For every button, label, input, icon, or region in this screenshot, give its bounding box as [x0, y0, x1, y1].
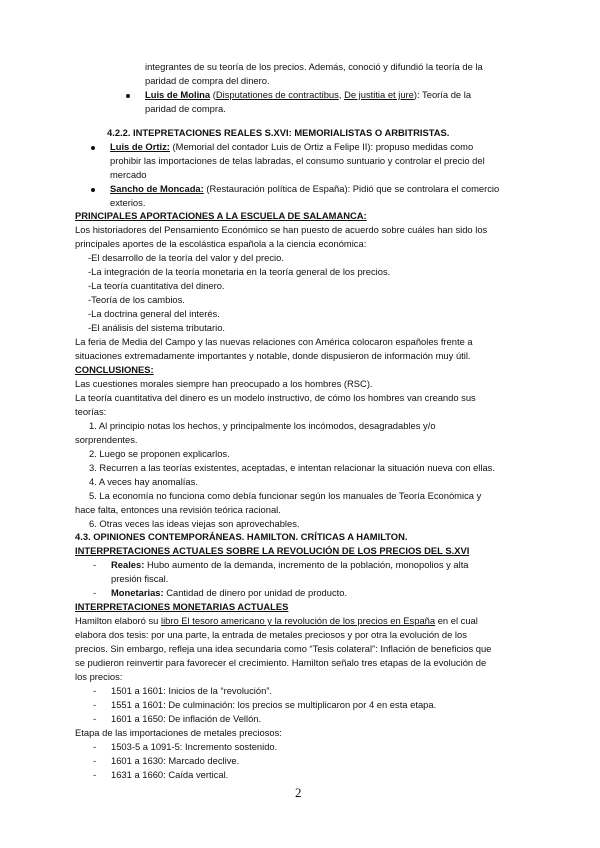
list-item: -El análisis del sistema tributario.: [88, 322, 226, 333]
list-item: 3. Recurren a las teorías existentes, aceptadas, e intentan relacionar la situación nueva con ellas.: [89, 462, 495, 473]
bullet-icon: [91, 146, 95, 150]
text-line: paridad de compra del dinero.: [145, 75, 270, 86]
text-line: Los historiadores del Pensamiento Económico se han puesto de acuerdo sobre cuáles han sido los: [75, 224, 488, 235]
text-line: principales aportes de la escolástica española a la ciencia económica:: [75, 238, 367, 249]
text-line: exterios.: [110, 197, 146, 208]
text-line: precios. Sin embargo, refleja una idea secundaria como “Tesis colateral”: Inflación de beneficios que: [75, 643, 492, 654]
text-fragment: (Restauración política de España): Pidió que se controlara el comercio: [203, 183, 500, 194]
section-heading: PRINCIPALES APORTACIONES A LA ESCUELA DE SALAMANCA:: [75, 210, 367, 221]
page-number: 2: [295, 785, 302, 800]
hamilton-line: [75, 615, 478, 627]
subsection-heading: INTERPRETACIONES MONETARIAS ACTUALES: [75, 601, 289, 612]
text-line: Etapa de las importaciones de metales preciosos:: [75, 727, 282, 738]
author-name: Sancho de Moncada:: [110, 183, 204, 194]
text-line: mercado: [110, 169, 147, 180]
list-item: 1601 a 1650: De inflación de Vellón.: [111, 713, 262, 724]
list-item: -Teoría de los cambios.: [88, 294, 185, 305]
moncada-entry: [110, 183, 499, 195]
text-fragment: en el cual: [435, 615, 478, 626]
text-fragment: Hubo aumento de la demanda, incremento de la población, monopolios y alta: [144, 559, 469, 570]
work-title: Disputationes de contractibus: [215, 89, 339, 100]
list-item: -El desarrollo de la teoría del valor y del precio.: [88, 252, 284, 263]
dash-bullet: -: [93, 699, 97, 710]
molina-entry: [145, 89, 471, 101]
list-item: 1503-5 a 1091-5: Incremento sostenido.: [111, 741, 278, 752]
text-line: se pudieron reinvertir para favorecer el crecimiento. Hamilton señalo tres etapas de la evolución de: [75, 657, 487, 668]
text-line: prohibir las importaciones de telas labradas, el consumo suntuario y controlar el precio del: [110, 155, 485, 166]
list-item: 4. A veces hay anomalías.: [89, 476, 198, 487]
book-title: libro El tesoro americano y la revolución de los precios en España: [160, 615, 436, 626]
work-title: De justitia et jure: [344, 89, 414, 100]
dash-bullet: -: [93, 587, 97, 598]
text-line: elabora dos tesis: por una parte, la entrada de metales preciosos y por otra la evolución de los: [75, 629, 467, 640]
list-item: 1551 a 1601: De culminación: los precios se multiplicaron por 4 en esta etapa.: [111, 699, 437, 710]
monetarias-entry: [111, 587, 347, 599]
author-name: Luis de Molina: [145, 89, 211, 100]
text-line: Las cuestiones morales siempre han preocupado a los hombres (RSC).: [75, 378, 373, 389]
bullet-icon: [91, 188, 95, 192]
dash-bullet: -: [93, 755, 97, 766]
dash-bullet: -: [93, 769, 97, 780]
text-line: los precios:: [75, 671, 123, 682]
list-item: 6. Otras veces las ideas viejas son aprovechables.: [89, 518, 300, 529]
list-item: -La doctrina general del interés.: [88, 308, 220, 319]
list-item: 1601 a 1630: Marcado declive.: [111, 755, 240, 766]
text-line: hace falta, entonces una revisión teórica racional.: [75, 504, 281, 515]
list-item: 1501 a 1601: Inicios de la “revolución”.: [111, 685, 273, 696]
list-item: -La integración de la teoría monetaria en la teoría general de los precios.: [88, 266, 391, 277]
text-line: La teoría cuantitativa del dinero es un modelo instructivo, de cómo los hombres van creando sus: [75, 392, 476, 403]
section-heading: 4.2.2. INTEPRETACIONES REALES S.XVI: MEMORIALISTAS O ARBITRISTAS.: [107, 127, 450, 138]
text-line: situaciones extremadamente importantes y notable, donde dispusieron de información muy útil.: [75, 350, 471, 361]
list-item: 2. Luego se proponen explicarlos.: [89, 448, 230, 459]
text-line: integrantes de su teoría de los precios. Además, conoció y difundió la teoría de la: [145, 61, 483, 72]
ortiz-entry: [110, 141, 473, 153]
text-fragment: (: [210, 89, 216, 100]
text-fragment: ): Teoría de la: [413, 89, 472, 100]
term-label: Monetarias:: [111, 587, 164, 598]
dash-bullet: -: [93, 559, 97, 570]
term-label: Reales:: [111, 559, 145, 570]
text-line: sorprendentes.: [75, 434, 138, 445]
text-fragment: ,: [338, 89, 345, 100]
dash-bullet: -: [93, 741, 97, 752]
section-heading: CONCLUSIONES:: [75, 364, 154, 375]
list-item: 1. Al principio notas los hechos, y principalmente los incómodos, desagradables y/o: [89, 420, 436, 431]
reales-entry: [111, 559, 469, 571]
text-fragment: (Memorial del contador Luis de Ortiz a Felipe II): propuso medidas como: [169, 141, 474, 152]
text-fragment: Cantidad de dinero por unidad de producto.: [163, 587, 348, 598]
list-item: 5. La economía no funciona como debía funcionar según los manuales de Teoría Económica y: [89, 490, 482, 501]
author-name: Luis de Ortiz:: [110, 141, 170, 152]
subsection-heading: INTERPRETACIONES ACTUALES SOBRE LA REVOLUCIÓN DE LOS PRECIOS DEL S.XVI: [75, 545, 470, 556]
list-item: -La teoría cuantitativa del dinero.: [88, 280, 225, 291]
text-line: teorías:: [75, 406, 107, 417]
text-line: La feria de Media del Campo y las nuevas relaciones con América colocaron españoles frente a: [75, 336, 473, 347]
section-heading: 4.3. OPINIONES CONTEMPORÁNEAS. HAMILTON. CRÍTICAS A HAMILTON.: [75, 531, 408, 542]
list-item: 1631 a 1660: Caída vertical.: [111, 769, 229, 780]
dash-bullet: -: [93, 685, 97, 696]
text-line: presión fiscal.: [111, 573, 169, 584]
bullet-icon: [126, 94, 130, 98]
text-fragment: Hamilton elaboró su: [75, 615, 161, 626]
text-line: paridad de compra.: [145, 103, 226, 114]
dash-bullet: -: [93, 713, 97, 724]
